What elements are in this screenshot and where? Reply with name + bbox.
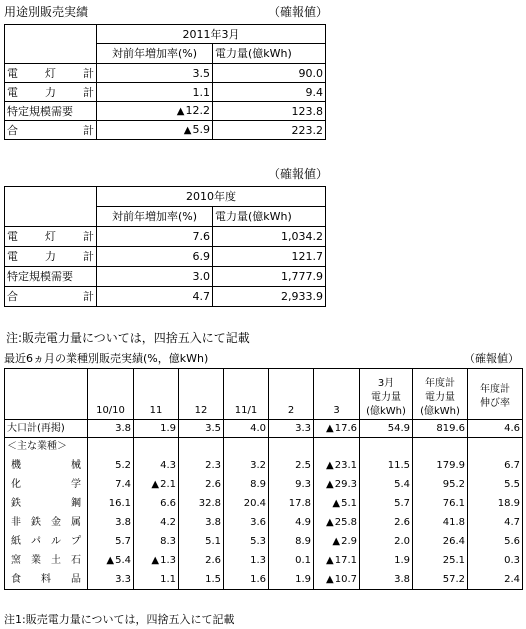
month-value: 0.1 <box>269 552 314 571</box>
power-value: 9.4 <box>213 83 326 102</box>
month-value: ▲2.1 <box>134 476 179 495</box>
fy-power-value: 57.2 <box>413 571 468 590</box>
empty-cell <box>468 438 523 457</box>
row-label-text: 電 灯 計 <box>7 230 94 243</box>
empty-cell <box>224 438 269 457</box>
month-value: ▲23.1 <box>314 457 360 476</box>
month-value: 3.3 <box>269 420 314 438</box>
yoy-value: ▲5.9 <box>97 121 213 140</box>
power-header: 電力量(億kWh) <box>213 207 326 227</box>
table-row <box>5 552 523 571</box>
header-blank <box>5 25 97 64</box>
row-label-text: 窯 業 土 石 <box>11 555 81 566</box>
month-value: 1.9 <box>269 571 314 590</box>
row-label <box>5 476 88 495</box>
table-row <box>5 533 523 552</box>
empty-cell <box>134 438 179 457</box>
month-value: 32.8 <box>179 495 224 514</box>
row-label <box>5 267 97 287</box>
march-value: 2.6 <box>360 514 413 533</box>
row-label <box>5 121 97 140</box>
table-row <box>5 476 523 495</box>
section3-footnote: 注1:販売電力量については，四捨五入にて記載 <box>4 613 235 626</box>
month-value: ▲1.3 <box>134 552 179 571</box>
march-value: 3.8 <box>360 571 413 590</box>
month-value: 3.8 <box>88 420 134 438</box>
fy-growth-value: 18.9 <box>468 495 523 514</box>
row-label <box>5 64 97 83</box>
negative-triangle-icon: ▲ <box>326 517 334 528</box>
month-header: 11 <box>134 369 179 420</box>
fy-power-value: 95.2 <box>413 476 468 495</box>
month-value: 3.8 <box>88 514 134 533</box>
row-label <box>5 102 97 121</box>
fy-growth-value: 4.7 <box>468 514 523 533</box>
month-header: 12 <box>179 369 224 420</box>
negative-triangle-icon: ▲ <box>326 573 334 585</box>
empty-cell <box>413 438 468 457</box>
negative-triangle-icon: ▲ <box>183 125 192 136</box>
month-value: 5.7 <box>88 533 134 552</box>
yoy-value: 7.6 <box>97 227 213 247</box>
fy-growth-value: 0.3 <box>468 552 523 571</box>
month-value: ▲29.3 <box>314 476 360 495</box>
month-value: 3.3 <box>88 571 134 590</box>
fy-growth-value: 4.6 <box>468 420 523 438</box>
month-value: 16.1 <box>88 495 134 514</box>
power-header: 電力量(億kWh) <box>213 44 326 64</box>
table-row <box>5 457 523 476</box>
negative-triangle-icon: ▲ <box>106 555 115 566</box>
march-value: 5.4 <box>360 476 413 495</box>
row-label <box>5 227 97 247</box>
row-label-text: 電 力 計 <box>7 85 94 99</box>
negative-triangle-icon: ▲ <box>326 422 334 434</box>
table-row <box>5 267 326 287</box>
month-value: ▲5.1 <box>314 495 360 514</box>
month-header: 2 <box>269 369 314 420</box>
march-value: 5.7 <box>360 495 413 514</box>
row-label-text: 特定規模需要 <box>7 104 73 118</box>
month-value: 2.6 <box>179 476 224 495</box>
section2-status-note: （確報値） <box>268 167 329 181</box>
fy-power-value: 179.9 <box>413 457 468 476</box>
row-label-text: 非 鉄 金 属 <box>11 517 81 528</box>
month-value: ▲17.6 <box>314 420 360 438</box>
march-value: 54.9 <box>360 420 413 438</box>
month-value: 4.2 <box>134 514 179 533</box>
table-row <box>5 247 326 267</box>
yoy-value: 1.1 <box>97 83 213 102</box>
table-row <box>5 64 326 83</box>
month-value: 7.4 <box>88 476 134 495</box>
fy-power-value: 26.4 <box>413 533 468 552</box>
month-value: 4.3 <box>134 457 179 476</box>
month-value: 20.4 <box>224 495 269 514</box>
month-value: 8.9 <box>224 476 269 495</box>
table-row <box>5 571 523 590</box>
month-value: 4.0 <box>224 420 269 438</box>
month-value: ▲5.4 <box>88 552 134 571</box>
month-value: ▲2.9 <box>314 533 360 552</box>
empty-cell <box>314 438 360 457</box>
negative-triangle-icon: ▲ <box>332 498 341 509</box>
power-value: 1,034.2 <box>213 227 326 247</box>
empty-cell <box>179 438 224 457</box>
row-label-text: 食 料 品 <box>11 573 81 585</box>
yoy-value: 3.5 <box>97 64 213 83</box>
month-value: 5.2 <box>88 457 134 476</box>
sales-by-use-table-2011-03 <box>4 24 326 140</box>
month-value: 3.5 <box>179 420 224 438</box>
sales-by-use-table-fy2010 <box>4 186 326 307</box>
fy-growth-value: 2.4 <box>468 571 523 590</box>
month-value: 8.9 <box>269 533 314 552</box>
row-label <box>5 247 97 267</box>
row-label: 大口計(再掲) <box>5 420 88 438</box>
section1-status-note: （確報値） <box>268 5 329 19</box>
month-value: 3.2 <box>224 457 269 476</box>
power-value: 90.0 <box>213 64 326 83</box>
row-label <box>5 495 88 514</box>
power-value: 1,777.9 <box>213 267 326 287</box>
month-value: 3.6 <box>224 514 269 533</box>
group-label-row <box>5 438 523 457</box>
table-row <box>5 514 523 533</box>
power-value: 123.8 <box>213 102 326 121</box>
month-value: 8.3 <box>134 533 179 552</box>
row-label-text: 合 計 <box>7 123 94 137</box>
period-header: 2010年度 <box>97 187 326 207</box>
month-value: 6.6 <box>134 495 179 514</box>
row-label <box>5 457 88 476</box>
month-value: 1.5 <box>179 571 224 590</box>
row-label-text: 電 力 計 <box>7 250 94 263</box>
month-header: 10/10 <box>88 369 134 420</box>
row-label <box>5 533 88 552</box>
negative-triangle-icon: ▲ <box>176 106 185 117</box>
row-label <box>5 287 97 307</box>
period-header: 2011年3月 <box>97 25 326 44</box>
month-value: 2.3 <box>179 457 224 476</box>
row-label-text: 紙 パ ル プ <box>11 536 81 547</box>
row-label-text: 電 灯 計 <box>7 66 94 80</box>
march-value: 11.5 <box>360 457 413 476</box>
empty-cell <box>88 438 134 457</box>
negative-triangle-icon: ▲ <box>151 479 160 490</box>
fy-growth-header: 年度計 伸び率 <box>468 369 523 420</box>
fy-power-value: 819.6 <box>413 420 468 438</box>
yoy-header: 対前年増加率(%) <box>97 207 213 227</box>
month-value: 1.3 <box>224 552 269 571</box>
yoy-value: 4.7 <box>97 287 213 307</box>
fy-power-value: 76.1 <box>413 495 468 514</box>
march-power-header: 3月 電力量 (億kWh) <box>360 369 413 420</box>
row-label <box>5 552 88 571</box>
table-row <box>5 121 326 140</box>
month-value: 1.1 <box>134 571 179 590</box>
month-value: 17.8 <box>269 495 314 514</box>
month-header: 11/1 <box>224 369 269 420</box>
month-value: ▲17.1 <box>314 552 360 571</box>
section1-title: 用途別販売実績 <box>4 5 89 19</box>
section3-title: 最近6ヵ月の業種別販売実績(%，億kWh) <box>4 352 209 365</box>
row-label <box>5 83 97 102</box>
sales-by-industry-table <box>4 368 523 590</box>
group-label: ＜主な業種＞ <box>5 438 88 457</box>
fy-power-value: 25.1 <box>413 552 468 571</box>
header-blank <box>5 369 88 420</box>
negative-triangle-icon: ▲ <box>151 555 160 566</box>
negative-triangle-icon: ▲ <box>326 460 334 471</box>
empty-cell <box>360 438 413 457</box>
month-value: 1.9 <box>134 420 179 438</box>
row-label-text: 機 械 <box>11 460 81 471</box>
row-label <box>5 571 88 590</box>
month-value: 5.3 <box>224 533 269 552</box>
fy-power-header: 年度計 電力量 (億kWh) <box>413 369 468 420</box>
month-value: 4.9 <box>269 514 314 533</box>
row-label-text: 化 学 <box>11 479 81 490</box>
power-value: 223.2 <box>213 121 326 140</box>
table-row <box>5 227 326 247</box>
month-header: 3 <box>314 369 360 420</box>
month-value: 3.8 <box>179 514 224 533</box>
section2-footnote: 注:販売電力量については，四捨五入にて記載 <box>6 331 250 345</box>
month-value: 2.6 <box>179 552 224 571</box>
total-row <box>5 420 523 438</box>
yoy-value: ▲12.2 <box>97 102 213 121</box>
negative-triangle-icon: ▲ <box>326 555 334 566</box>
month-value: ▲25.8 <box>314 514 360 533</box>
fy-growth-value: 5.6 <box>468 533 523 552</box>
power-value: 2,933.9 <box>213 287 326 307</box>
row-label-text: 特定規模需要 <box>7 270 73 283</box>
table-row <box>5 83 326 102</box>
month-value: 2.5 <box>269 457 314 476</box>
march-value: 1.9 <box>360 552 413 571</box>
march-value: 2.0 <box>360 533 413 552</box>
fy-growth-value: 6.7 <box>468 457 523 476</box>
row-label-text: 合 計 <box>7 290 94 303</box>
power-value: 121.7 <box>213 247 326 267</box>
month-value: 9.3 <box>269 476 314 495</box>
section3-status-note: （確報値） <box>464 352 519 365</box>
table-row <box>5 495 523 514</box>
month-value: ▲10.7 <box>314 571 360 590</box>
fy-growth-value: 5.5 <box>468 476 523 495</box>
month-value: 1.6 <box>224 571 269 590</box>
negative-triangle-icon: ▲ <box>332 536 341 547</box>
empty-cell <box>269 438 314 457</box>
table-row <box>5 102 326 121</box>
row-label-text: 鉄 鋼 <box>11 498 81 509</box>
yoy-value: 3.0 <box>97 267 213 287</box>
yoy-value: 6.9 <box>97 247 213 267</box>
negative-triangle-icon: ▲ <box>326 479 334 490</box>
month-value: 5.1 <box>179 533 224 552</box>
table-row <box>5 287 326 307</box>
row-label <box>5 514 88 533</box>
header-blank <box>5 187 97 227</box>
yoy-header: 対前年増加率(%) <box>97 44 213 64</box>
fy-power-value: 41.8 <box>413 514 468 533</box>
